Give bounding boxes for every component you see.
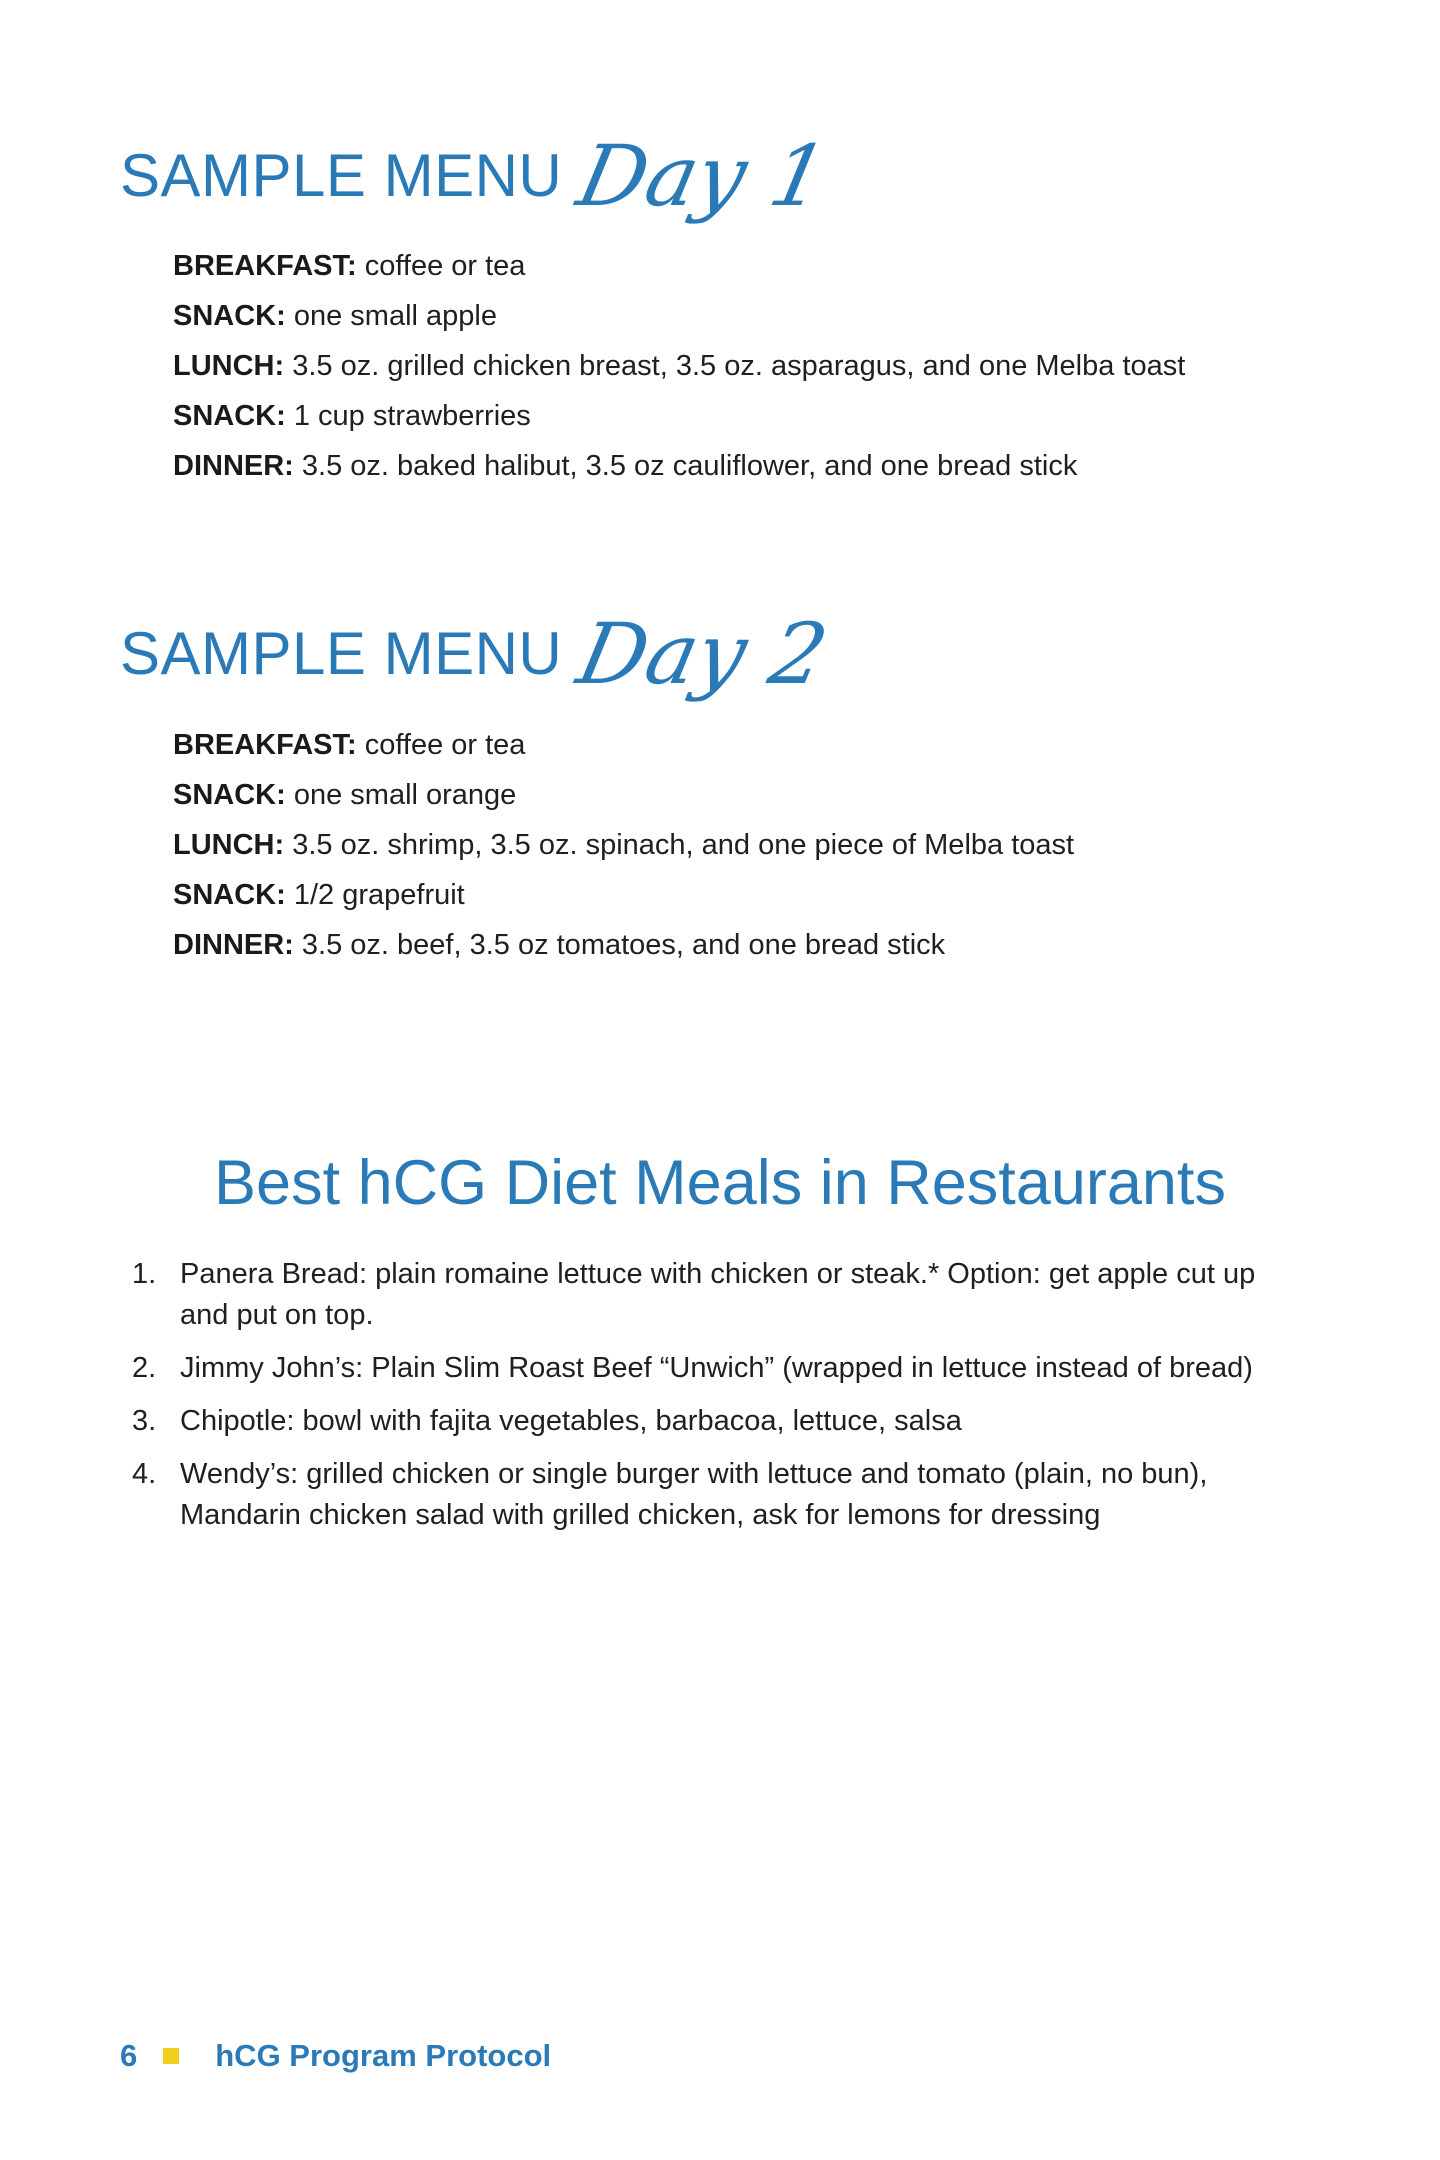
list-number: 2. xyxy=(132,1352,157,1384)
meal-label: DINNER: xyxy=(173,929,294,961)
meal-label: DINNER: xyxy=(173,450,294,482)
list-number: 1. xyxy=(132,1258,157,1290)
list-text: Wendy’s: grilled chicken or single burger with lettuce and tomato (plain, no bun), Mandarin chicken salad with grilled chicken, ask for lemons for dressing xyxy=(180,1458,1208,1531)
list-number: 3. xyxy=(132,1405,157,1437)
day1-menu-list xyxy=(173,241,1185,491)
list-item xyxy=(132,1454,1292,1536)
list-number: 4. xyxy=(132,1458,157,1490)
meal-label: SNACK: xyxy=(173,400,286,432)
menu-item xyxy=(173,770,1074,820)
day1-heading-caps: SAMPLE MENU xyxy=(120,142,563,209)
day2-menu-list xyxy=(173,720,1074,970)
list-text: Jimmy John’s: Plain Slim Roast Beef “Unwich” (wrapped in lettuce instead of bread) xyxy=(180,1352,1253,1384)
restaurant-list xyxy=(132,1254,1292,1548)
menu-item xyxy=(173,391,1185,441)
day1-heading xyxy=(120,100,836,225)
meal-label: LUNCH: xyxy=(173,350,285,382)
meal-text: 1 cup strawberries xyxy=(285,400,531,432)
list-item xyxy=(132,1348,1292,1389)
meal-label: SNACK: xyxy=(173,879,286,911)
meal-text: one small orange xyxy=(285,779,517,811)
meal-label: SNACK: xyxy=(173,779,286,811)
list-item xyxy=(132,1401,1292,1442)
meal-label: BREAKFAST: xyxy=(173,729,357,761)
menu-item xyxy=(173,820,1074,870)
meal-text: coffee or tea xyxy=(356,250,526,282)
page-footer xyxy=(120,2038,551,2074)
meal-text: 3.5 oz. shrimp, 3.5 oz. spinach, and one piece of Melba toast xyxy=(284,829,1075,861)
day1-heading-script: Day 1 xyxy=(570,127,836,225)
meal-label: LUNCH: xyxy=(173,829,285,861)
square-bullet-icon xyxy=(163,2048,179,2064)
list-text: Chipotle: bowl with fajita vegetables, barbacoa, lettuce, salsa xyxy=(180,1405,962,1437)
page-number: 6 xyxy=(120,2038,138,2073)
meal-text: 3.5 oz. beef, 3.5 oz tomatoes, and one bread stick xyxy=(293,929,946,961)
menu-item xyxy=(173,720,1074,770)
meal-label: SNACK: xyxy=(173,300,286,332)
day2-heading-script: Day 2 xyxy=(570,605,836,703)
meal-label: BREAKFAST: xyxy=(173,250,357,282)
meal-text: 1/2 grapefruit xyxy=(285,879,465,911)
menu-item xyxy=(173,870,1074,920)
menu-item xyxy=(173,241,1185,291)
menu-item xyxy=(173,291,1185,341)
meal-text: 3.5 oz. grilled chicken breast, 3.5 oz. asparagus, and one Melba toast xyxy=(284,350,1186,382)
menu-item xyxy=(173,441,1185,491)
footer-title: hCG Program Protocol xyxy=(215,2038,552,2073)
meal-text: 3.5 oz. baked halibut, 3.5 oz cauliflower, and one bread stick xyxy=(293,450,1078,482)
list-text: Panera Bread: plain romaine lettuce with chicken or steak.* Option: get apple cut up and put on top. xyxy=(180,1258,1256,1331)
menu-item xyxy=(173,920,1074,970)
day2-heading xyxy=(120,578,836,703)
menu-item xyxy=(173,341,1185,391)
restaurants-title: Best hCG Diet Meals in Restaurants xyxy=(214,1148,1226,1218)
day2-heading-caps: SAMPLE MENU xyxy=(120,620,563,687)
list-item xyxy=(132,1254,1292,1336)
meal-text: one small apple xyxy=(285,300,497,332)
meal-text: coffee or tea xyxy=(356,729,526,761)
